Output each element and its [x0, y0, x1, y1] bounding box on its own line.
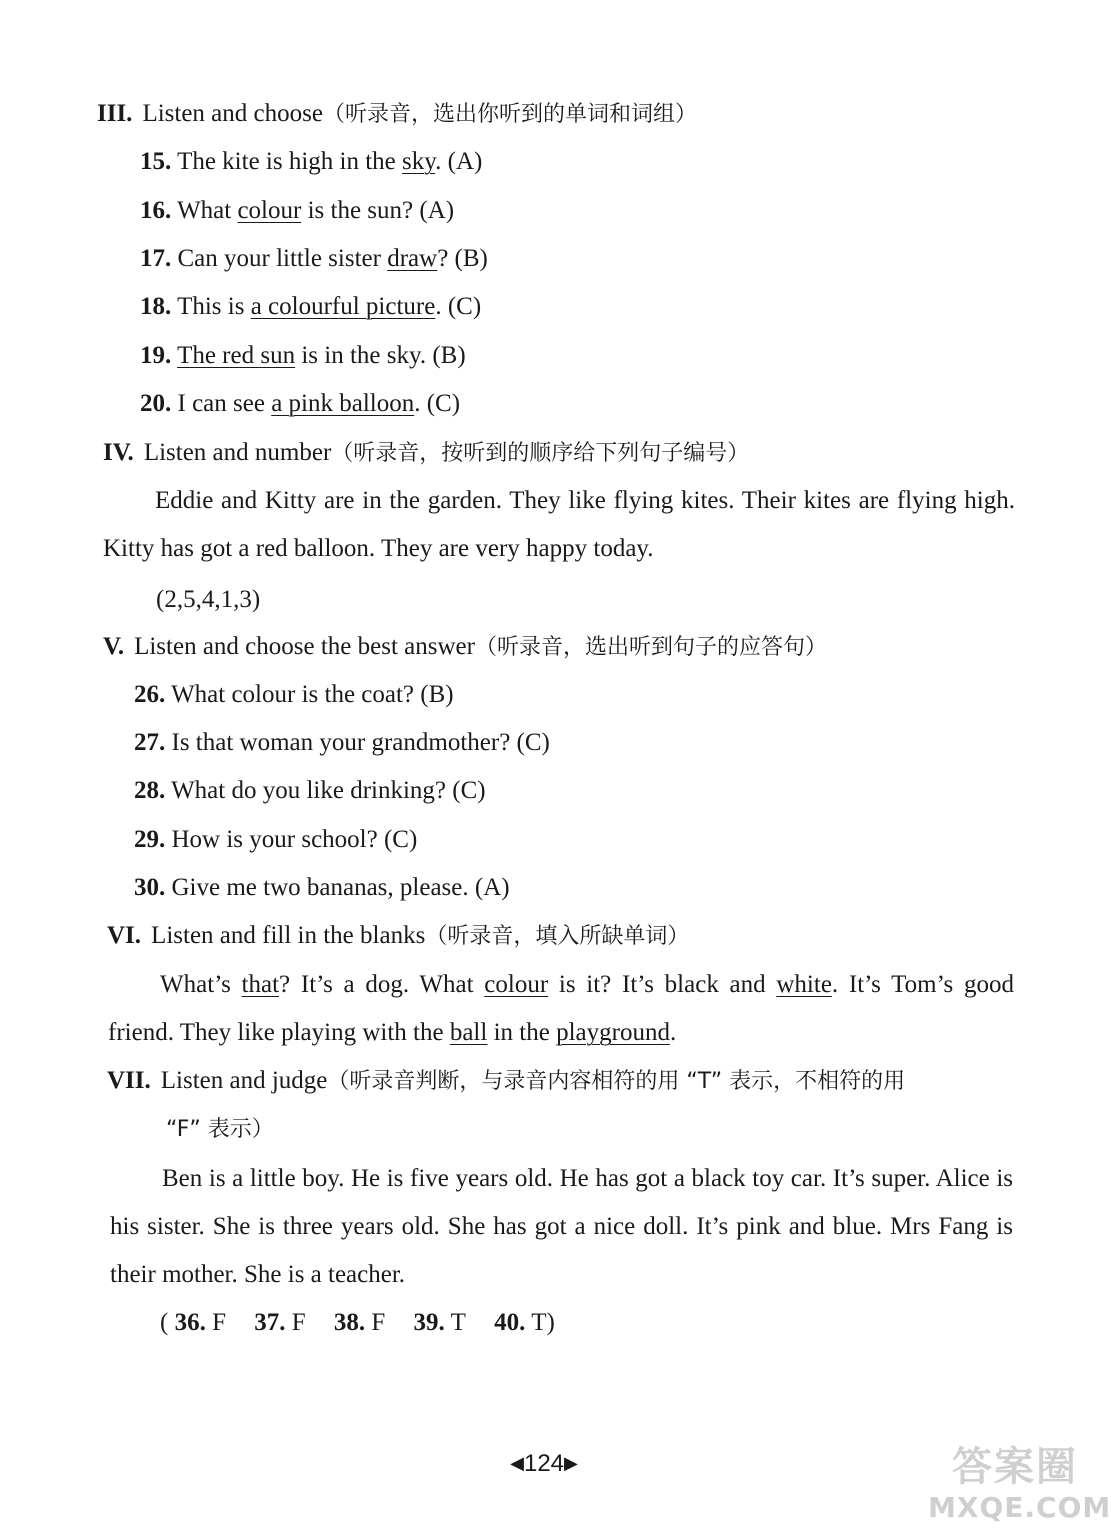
- section-4-title: Listen and number: [143, 439, 332, 466]
- section-4-heading: [103, 436, 749, 471]
- judge-value: F: [371, 1309, 386, 1336]
- question-text-before: The kite is high in the: [177, 148, 403, 175]
- section-7-title-cn: （听录音判断，与录音内容相符的用 “T” 表示，不相符的用: [327, 1069, 906, 1094]
- filled-blank: playground: [556, 1019, 670, 1046]
- underlined-answer: a pink balloon: [271, 390, 415, 417]
- question-text: What do you like drinking? (C): [171, 777, 486, 804]
- underlined-answer: a colourful picture: [250, 293, 436, 320]
- page-number-text: 124: [523, 1450, 565, 1477]
- arrow-left-icon: ◀: [510, 1453, 524, 1473]
- passage-text: . It’s Tom’s good friend. They like playing with the: [108, 971, 1014, 1046]
- question-number: 15.: [140, 148, 172, 175]
- filled-blank: white: [776, 971, 832, 998]
- judge-number: 38.: [333, 1309, 366, 1336]
- section-7-title-cn-cont: [166, 1112, 274, 1147]
- section-7-title-cn-line2: “F” 表示）: [166, 1117, 274, 1142]
- judge-number: 37.: [254, 1309, 286, 1336]
- question-text-after: . (C): [414, 390, 461, 417]
- section-3-number: III.: [97, 100, 133, 127]
- question-text-before: This is: [177, 293, 251, 320]
- section-6-heading: [107, 919, 689, 954]
- question-text-before: Can your little sister: [177, 245, 388, 272]
- section-4-title-cn: （听录音，按听到的顺序给下列句子编号）: [331, 441, 750, 466]
- question-text-before: What: [177, 197, 238, 224]
- question-item: [134, 774, 486, 808]
- judge-number: 40.: [494, 1309, 526, 1336]
- question-number: 27.: [134, 729, 166, 756]
- underlined-answer: draw: [387, 245, 438, 272]
- watermark-en: MXQE.COM: [928, 1491, 1111, 1524]
- question-item: [140, 194, 454, 228]
- question-item: [134, 726, 550, 760]
- section-4-answer: (2,5,4,1,3): [156, 586, 261, 613]
- section-4-passage: Eddie and Kitty are in the garden. They like flying kites. Their kites are flying high. Kitty has got a red balloon. They are very happy today.: [103, 487, 1015, 562]
- watermark-logo: [928, 1442, 1111, 1530]
- judge-value: T: [450, 1309, 466, 1336]
- section-7-answers: [160, 1306, 555, 1340]
- section-7-heading: [107, 1064, 905, 1099]
- question-item: [140, 339, 466, 373]
- passage-text: ? It’s a dog. What: [279, 971, 485, 998]
- underlined-answer: sky: [402, 148, 436, 175]
- question-text-after: is in the sky. (B): [295, 342, 466, 369]
- question-text: Give me two bananas, please. (A): [171, 874, 510, 901]
- question-number: 28.: [134, 777, 166, 804]
- question-number: 19.: [140, 342, 172, 369]
- answers-open-paren: (: [160, 1309, 169, 1336]
- watermark-cn: 答案圈: [952, 1444, 1078, 1490]
- question-number: 26.: [134, 681, 166, 708]
- question-text: What colour is the coat? (B): [171, 681, 454, 708]
- question-number: 18.: [140, 293, 172, 320]
- question-item: [134, 823, 417, 857]
- underlined-answer: colour: [237, 197, 302, 224]
- section-3-title-cn: （听录音，选出你听到的单词和词组）: [322, 102, 697, 127]
- judge-number: 36.: [174, 1309, 206, 1336]
- section-5-title-cn: （听录音，选出听到句子的应答句）: [474, 635, 827, 660]
- judge-value: T: [531, 1309, 547, 1336]
- section-6-number: VI.: [107, 922, 142, 949]
- question-item: [140, 290, 481, 324]
- question-item: [140, 387, 460, 421]
- question-text-after: . (A): [435, 148, 483, 175]
- answers-close-paren: ): [546, 1309, 555, 1336]
- section-3-title: Listen and choose: [142, 100, 323, 127]
- question-text: Is that woman your grandmother? (C): [171, 729, 550, 756]
- question-text-before: I can see: [177, 390, 272, 417]
- question-item: [140, 242, 488, 276]
- judge-answer: [254, 1309, 305, 1336]
- question-text-after: ? (B): [437, 245, 488, 272]
- section-6-title-cn: （听录音，填入所缺单词）: [425, 924, 690, 949]
- underlined-answer: The red sun: [177, 342, 296, 369]
- question-number: 30.: [134, 874, 166, 901]
- question-item: [140, 145, 482, 179]
- question-number: 29.: [134, 826, 166, 853]
- question-item: [134, 871, 510, 905]
- question-number: 17.: [140, 245, 172, 272]
- judge-answer: [175, 1309, 226, 1336]
- passage-text: is it? It’s black and: [548, 971, 777, 998]
- section-7-passage: Ben is a little boy. He is five years old. He has got a black toy car. It’s super. Alice is his sister. She is three years old. She has got a nice doll. It’s pink and blue. Mrs Fang is their mother. She is a teacher.: [110, 1165, 1013, 1288]
- section-6-title: Listen and fill in the blanks: [151, 922, 426, 949]
- section-7-number: VII.: [107, 1067, 151, 1094]
- question-text: How is your school? (C): [171, 826, 418, 853]
- section-4-number: IV.: [103, 439, 134, 466]
- passage-text: in the: [487, 1019, 557, 1046]
- question-text-after: is the sun? (A): [301, 197, 455, 224]
- judge-number: 39.: [413, 1309, 445, 1336]
- section-5-title: Listen and choose the best answer: [134, 633, 475, 660]
- filled-blank: colour: [484, 971, 549, 998]
- judge-value: F: [291, 1309, 306, 1336]
- question-text-after: . (C): [435, 293, 482, 320]
- judge-answer: [334, 1309, 385, 1336]
- question-item: [134, 678, 454, 712]
- passage-text: What’s: [160, 971, 242, 998]
- passage-text: .: [669, 1019, 677, 1046]
- arrow-right-icon: ▶: [564, 1453, 578, 1473]
- question-number: 16.: [140, 197, 172, 224]
- page-number: [0, 1448, 1088, 1479]
- section-5-heading: [103, 630, 827, 665]
- section-6-passage: [108, 961, 1014, 1057]
- section-7-title: Listen and judge: [160, 1067, 328, 1094]
- judge-value: F: [212, 1309, 226, 1336]
- filled-blank: that: [241, 971, 280, 998]
- section-3-heading: [97, 97, 697, 132]
- question-number: 20.: [140, 390, 172, 417]
- section-5-number: V.: [103, 633, 125, 660]
- judge-answer: [494, 1309, 546, 1336]
- judge-answer: [414, 1309, 466, 1336]
- filled-blank: ball: [449, 1019, 488, 1046]
